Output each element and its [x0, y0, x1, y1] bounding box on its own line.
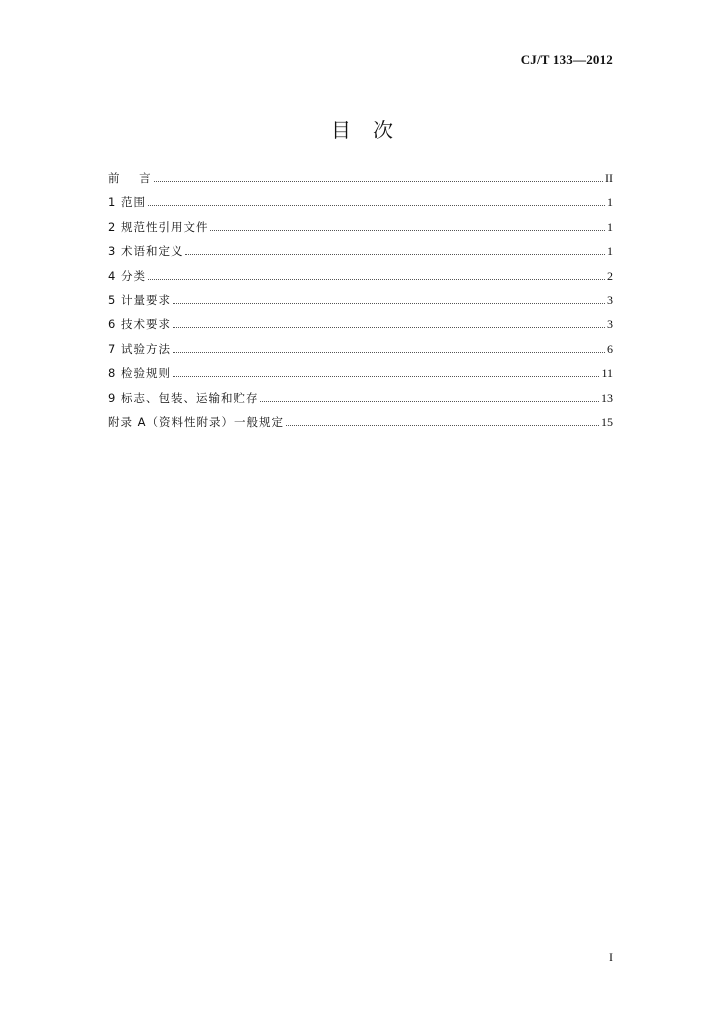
- toc-entry[interactable]: [108, 414, 613, 438]
- toc-entry-page: 1: [607, 244, 613, 259]
- toc-entry-page: II: [605, 171, 613, 185]
- toc-leader-dots: [148, 279, 605, 280]
- toc-entry[interactable]: [108, 268, 613, 292]
- toc-leader-dots: [173, 303, 605, 304]
- toc-entry-label: 1 范围: [108, 195, 146, 210]
- toc-entry-label: 4 分类: [108, 268, 146, 283]
- toc-entry-label: 5 计量要求: [108, 292, 171, 307]
- toc-entry-page: 3: [607, 292, 613, 307]
- toc-entry[interactable]: [108, 194, 613, 218]
- toc-entry-page: 3: [607, 317, 613, 332]
- toc-leader-dots: [185, 254, 605, 255]
- toc-entry-page: 15: [601, 414, 613, 429]
- toc-entry-label: 3 术语和定义: [108, 244, 184, 259]
- toc-entry[interactable]: [108, 243, 613, 267]
- toc-entry-label: 8 检验规则: [108, 366, 171, 381]
- toc-entry-page: 1: [607, 219, 613, 234]
- toc-leader-dots: [148, 205, 605, 206]
- table-of-contents: [108, 170, 613, 438]
- toc-entry[interactable]: [108, 316, 613, 340]
- toc-entry-label: 前 言: [108, 171, 152, 185]
- toc-leader-dots: [260, 401, 599, 402]
- toc-leader-dots: [154, 181, 603, 182]
- toc-entry-label: 7 试验方法: [108, 341, 171, 356]
- toc-entry[interactable]: [108, 390, 613, 414]
- toc-leader-dots: [173, 352, 605, 353]
- toc-leader-dots: [173, 376, 599, 377]
- toc-entry-label: 2 规范性引用文件: [108, 219, 209, 234]
- page-number: I: [609, 950, 613, 964]
- toc-entry-label: 附录 A（资料性附录）一般规定: [108, 414, 285, 429]
- toc-entry[interactable]: [108, 170, 613, 194]
- toc-leader-dots: [210, 230, 605, 231]
- toc-entry[interactable]: [108, 365, 613, 389]
- toc-entry-label: 9 标志、包装、运输和贮存: [108, 390, 259, 405]
- toc-entry[interactable]: [108, 341, 613, 365]
- toc-leader-dots: [173, 327, 605, 328]
- toc-entry-page: 13: [601, 390, 613, 405]
- toc-entry-page: 11: [601, 366, 613, 381]
- toc-leader-dots: [286, 425, 599, 426]
- toc-entry-label: 6 技术要求: [108, 317, 171, 332]
- toc-entry[interactable]: [108, 219, 613, 243]
- toc-entry[interactable]: [108, 292, 613, 316]
- toc-entry-page: 6: [607, 341, 613, 356]
- page-title: 目次: [331, 118, 415, 142]
- standard-code: CJ/T 133—2012: [520, 52, 613, 67]
- toc-entry-page: 1: [607, 195, 613, 210]
- toc-entry-page: 2: [607, 268, 613, 283]
